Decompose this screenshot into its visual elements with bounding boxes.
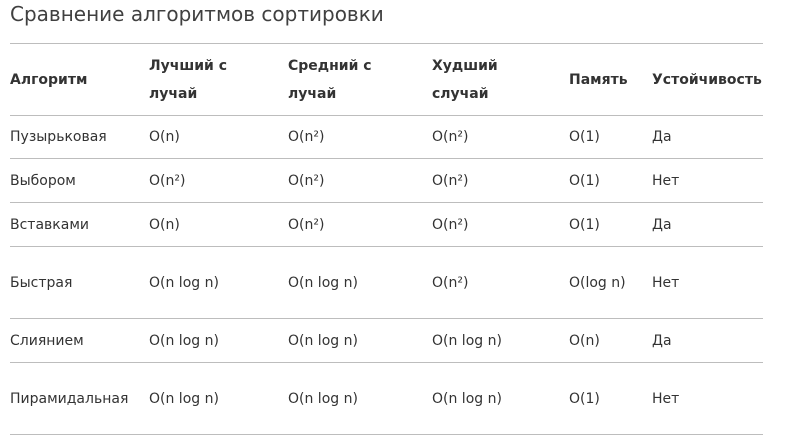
header-average-case: Средний случай	[288, 57, 372, 102]
cell-worst-case: O(n²)	[432, 129, 469, 145]
cell-algorithm: Слиянием	[10, 332, 84, 349]
cell-best-case: O(n log n)	[149, 274, 219, 291]
cell-best-case: O(n)	[149, 129, 180, 145]
cell-algorithm: Вставками	[10, 216, 89, 233]
table-row	[10, 247, 763, 319]
header-stability: Устойчивость	[652, 71, 762, 88]
cell-memory: O(1)	[569, 172, 600, 189]
cell-memory: O(log n)	[569, 274, 626, 291]
cell-average-case: O(n log n)	[288, 390, 358, 407]
cell-worst-case: O(n²)	[432, 274, 469, 291]
cell-stability: Нет	[652, 274, 680, 291]
table-row	[10, 159, 763, 203]
cell-average-case: O(n²)	[288, 172, 325, 189]
cell-memory: O(1)	[569, 390, 600, 407]
cell-stability: Да	[652, 332, 672, 349]
cell-memory: O(1)	[569, 216, 600, 233]
header-best-case: Лучший случай	[149, 57, 228, 102]
table-header-row	[10, 44, 763, 116]
cell-worst-case: O(n log n)	[432, 390, 502, 407]
cell-best-case: O(n log n)	[149, 332, 219, 349]
table-row	[10, 319, 763, 363]
cell-algorithm: Выбором	[10, 172, 76, 189]
sorting-comparison-table	[10, 43, 763, 435]
cell-average-case: O(n²)	[288, 216, 325, 233]
cell-stability: Да	[652, 216, 672, 233]
cell-stability: Нет	[652, 390, 680, 407]
cell-best-case: O(n log n)	[149, 390, 219, 407]
cell-best-case: O(n)	[149, 216, 180, 233]
cell-worst-case: O(n log n)	[432, 332, 502, 349]
table-row	[10, 116, 763, 159]
cell-stability: Да	[652, 129, 672, 145]
cell-average-case: O(n log n)	[288, 274, 358, 291]
header-worst-case: Худший случай	[432, 57, 498, 102]
cell-algorithm: Пирамидальная	[10, 390, 129, 407]
cell-best-case: O(n²)	[149, 172, 186, 189]
table-row	[10, 203, 763, 247]
cell-average-case: O(n²)	[288, 129, 325, 145]
cell-algorithm: Пузырьковая	[10, 129, 107, 145]
header-algorithm: Алгоритм	[10, 71, 88, 88]
cell-memory: O(n)	[569, 332, 600, 349]
page-title: Сравнение алгоритмов сортировки	[10, 2, 384, 26]
cell-average-case: O(n log n)	[288, 332, 358, 349]
header-memory: Память	[569, 71, 628, 88]
cell-worst-case: O(n²)	[432, 172, 469, 189]
cell-algorithm: Быстрая	[10, 274, 73, 291]
cell-stability: Нет	[652, 172, 680, 189]
cell-worst-case: O(n²)	[432, 216, 469, 233]
cell-memory: O(1)	[569, 129, 600, 145]
table-row	[10, 363, 763, 435]
